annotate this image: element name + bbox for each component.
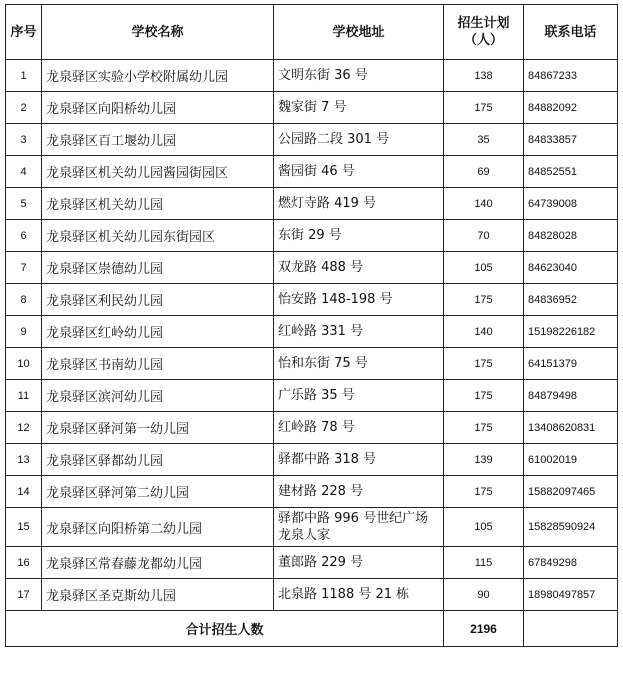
school-address: 建材路 228 号 — [274, 476, 444, 508]
enrollment-plan: 115 — [444, 547, 524, 579]
enrollment-plan: 175 — [444, 380, 524, 412]
row-no: 10 — [6, 348, 42, 380]
enrollment-plan: 175 — [444, 284, 524, 316]
phone-number: 18980497857 — [524, 579, 618, 611]
total-value: 2196 — [444, 611, 524, 647]
school-name: 龙泉驿区常春藤龙都幼儿园 — [42, 547, 274, 579]
school-name: 龙泉驿区驿都幼儿园 — [42, 444, 274, 476]
table-row — [6, 547, 618, 579]
school-name: 龙泉驿区驿河第一幼儿园 — [42, 412, 274, 444]
school-name: 龙泉驿区驿河第二幼儿园 — [42, 476, 274, 508]
total-row — [6, 611, 618, 647]
table-row — [6, 188, 618, 220]
total-label: 合计招生人数 — [6, 611, 444, 647]
enrollment-plan: 175 — [444, 92, 524, 124]
table-row — [6, 412, 618, 444]
row-no: 6 — [6, 220, 42, 252]
row-no: 1 — [6, 60, 42, 92]
row-no: 12 — [6, 412, 42, 444]
phone-number: 84852551 — [524, 156, 618, 188]
school-name: 龙泉驿区书南幼儿园 — [42, 348, 274, 380]
school-name: 龙泉驿区机关幼儿园东街园区 — [42, 220, 274, 252]
phone-number: 84833857 — [524, 124, 618, 156]
row-no: 5 — [6, 188, 42, 220]
row-no: 3 — [6, 124, 42, 156]
school-name: 龙泉驿区红岭幼儿园 — [42, 316, 274, 348]
enrollment-plan: 35 — [444, 124, 524, 156]
school-address: 驿都中路 318 号 — [274, 444, 444, 476]
enrollment-plan: 90 — [444, 579, 524, 611]
school-address: 酱园街 46 号 — [274, 156, 444, 188]
enrollment-plan: 105 — [444, 252, 524, 284]
school-name: 龙泉驿区实验小学校附属幼儿园 — [42, 60, 274, 92]
header-row — [6, 5, 618, 60]
school-address: 怡和东街 75 号 — [274, 348, 444, 380]
school-address: 红岭路 78 号 — [274, 412, 444, 444]
table-row — [6, 92, 618, 124]
school-name: 龙泉驿区滨河幼儿园 — [42, 380, 274, 412]
school-address: 东街 29 号 — [274, 220, 444, 252]
table-row — [6, 579, 618, 611]
row-no: 4 — [6, 156, 42, 188]
school-address: 文明东街 36 号 — [274, 60, 444, 92]
school-address: 燃灯寺路 419 号 — [274, 188, 444, 220]
table-row — [6, 476, 618, 508]
enrollment-table — [5, 4, 618, 647]
header-no: 序号 — [6, 5, 42, 60]
row-no: 8 — [6, 284, 42, 316]
school-address: 魏家街 7 号 — [274, 92, 444, 124]
table-row — [6, 156, 618, 188]
enrollment-plan: 105 — [444, 508, 524, 547]
phone-number: 84879498 — [524, 380, 618, 412]
row-no: 14 — [6, 476, 42, 508]
total-phone-empty — [524, 611, 618, 647]
enrollment-plan: 140 — [444, 188, 524, 220]
table-row — [6, 380, 618, 412]
phone-number: 15198226182 — [524, 316, 618, 348]
table-row — [6, 316, 618, 348]
phone-number: 84867233 — [524, 60, 618, 92]
phone-number: 84836952 — [524, 284, 618, 316]
enrollment-plan: 175 — [444, 348, 524, 380]
school-address: 北泉路 1188 号 21 栋 — [274, 579, 444, 611]
table-row — [6, 220, 618, 252]
row-no: 17 — [6, 579, 42, 611]
table-row — [6, 124, 618, 156]
row-no: 16 — [6, 547, 42, 579]
school-address: 驿都中路 996 号世纪广场龙泉人家 — [274, 508, 444, 547]
school-name: 龙泉驿区机关幼儿园酱园街园区 — [42, 156, 274, 188]
enrollment-plan: 175 — [444, 476, 524, 508]
school-address: 红岭路 331 号 — [274, 316, 444, 348]
row-no: 11 — [6, 380, 42, 412]
row-no: 2 — [6, 92, 42, 124]
table-row — [6, 60, 618, 92]
row-no: 13 — [6, 444, 42, 476]
phone-number: 64151379 — [524, 348, 618, 380]
school-name: 龙泉驿区机关幼儿园 — [42, 188, 274, 220]
phone-number: 15828590924 — [524, 508, 618, 547]
phone-number: 84828028 — [524, 220, 618, 252]
phone-number: 15882097465 — [524, 476, 618, 508]
phone-number: 84882092 — [524, 92, 618, 124]
school-name: 龙泉驿区圣克斯幼儿园 — [42, 579, 274, 611]
enrollment-plan: 69 — [444, 156, 524, 188]
phone-number: 61002019 — [524, 444, 618, 476]
enrollment-plan: 70 — [444, 220, 524, 252]
school-name: 龙泉驿区百工堰幼儿园 — [42, 124, 274, 156]
school-address: 怡安路 148-198 号 — [274, 284, 444, 316]
enrollment-plan: 138 — [444, 60, 524, 92]
header-school-name: 学校名称 — [42, 5, 274, 60]
phone-number: 13408620831 — [524, 412, 618, 444]
header-phone: 联系电话 — [524, 5, 618, 60]
school-address: 公园路二段 301 号 — [274, 124, 444, 156]
school-address: 广乐路 35 号 — [274, 380, 444, 412]
enrollment-plan: 175 — [444, 412, 524, 444]
row-no: 7 — [6, 252, 42, 284]
phone-number: 84623040 — [524, 252, 618, 284]
table-row — [6, 508, 618, 547]
school-name: 龙泉驿区向阳桥第二幼儿园 — [42, 508, 274, 547]
school-name: 龙泉驿区利民幼儿园 — [42, 284, 274, 316]
table-row — [6, 284, 618, 316]
header-school-address: 学校地址 — [274, 5, 444, 60]
row-no: 9 — [6, 316, 42, 348]
phone-number: 64739008 — [524, 188, 618, 220]
school-name: 龙泉驿区崇德幼儿园 — [42, 252, 274, 284]
table-row — [6, 444, 618, 476]
table-row — [6, 348, 618, 380]
header-enrollment-plan: 招生计划（人） — [444, 5, 524, 60]
row-no: 15 — [6, 508, 42, 547]
school-address: 双龙路 488 号 — [274, 252, 444, 284]
school-name: 龙泉驿区向阳桥幼儿园 — [42, 92, 274, 124]
school-address: 董郎路 229 号 — [274, 547, 444, 579]
enrollment-plan: 139 — [444, 444, 524, 476]
enrollment-plan: 140 — [444, 316, 524, 348]
table-row — [6, 252, 618, 284]
phone-number: 67849298 — [524, 547, 618, 579]
